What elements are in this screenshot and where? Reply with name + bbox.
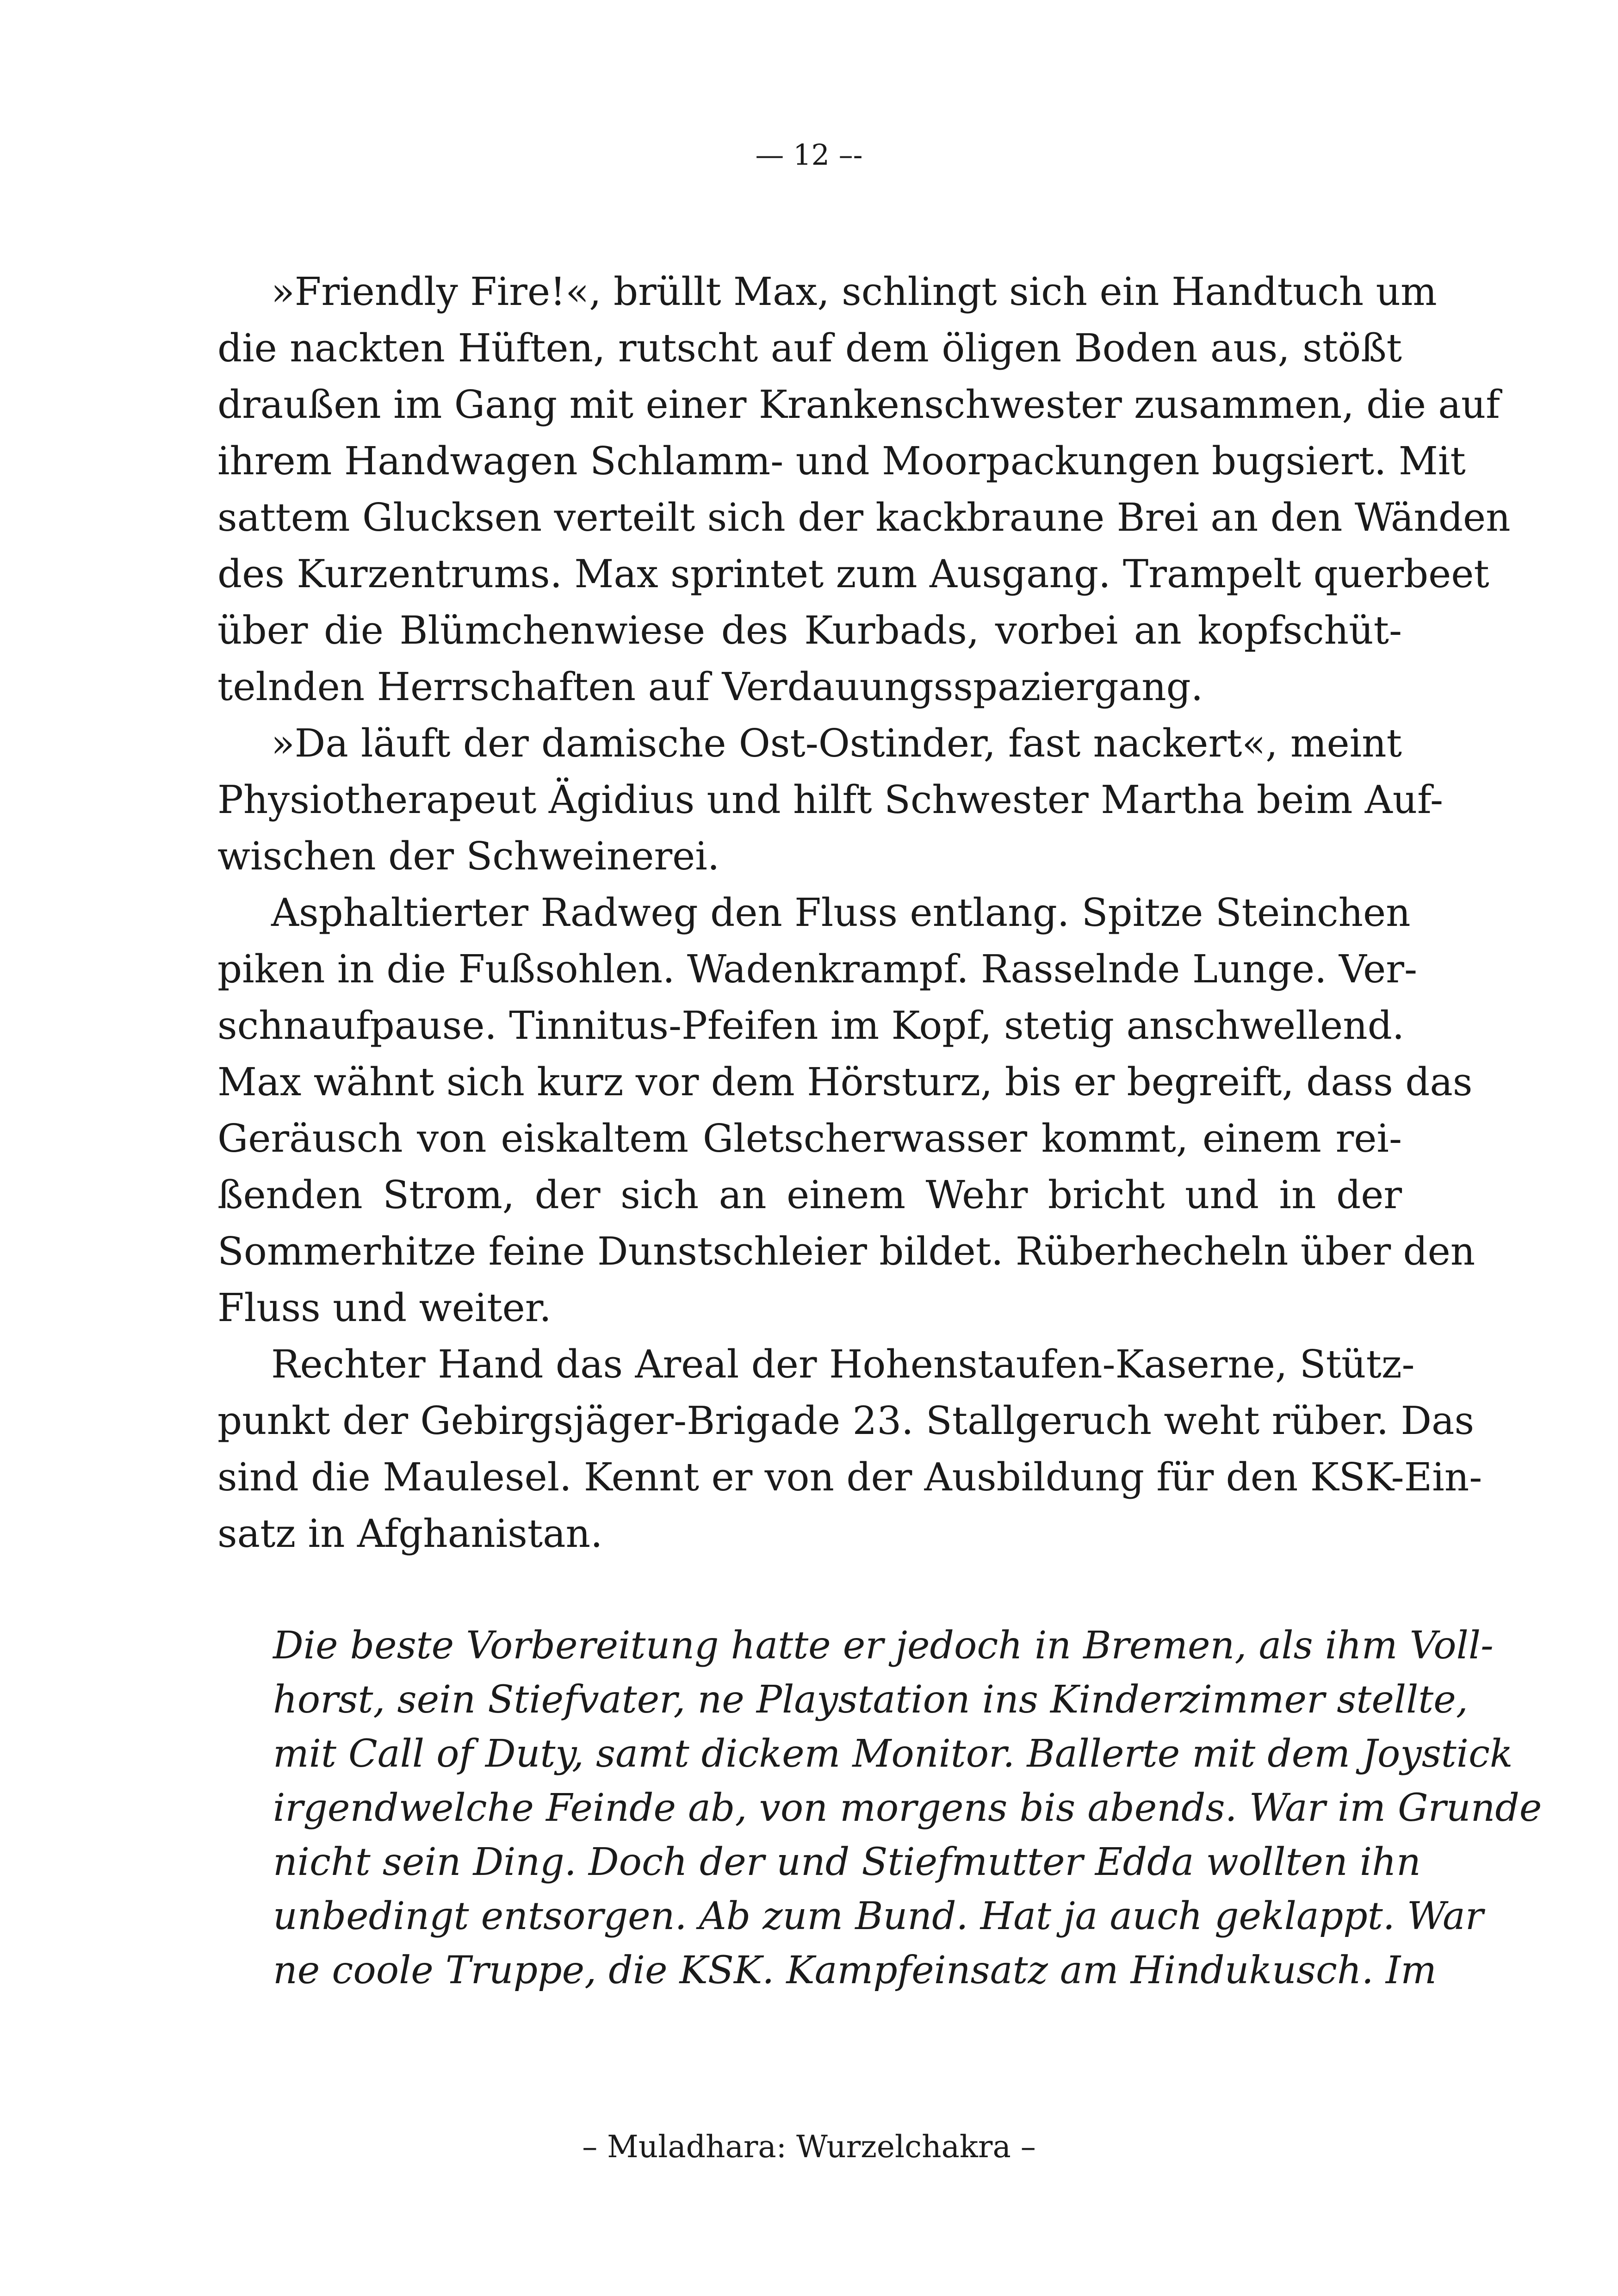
text-line: Fluss und weiter. xyxy=(217,1285,552,1330)
text-line: schnaufpause. Tinnitus-Pfeifen im Kopf, stetig anschwellend. xyxy=(217,1003,1405,1048)
paragraph xyxy=(217,1336,1482,1562)
text-line: Rechter Hand das Areal der Hohenstaufen-Kaserne, Stütz- xyxy=(271,1342,1415,1387)
quote-line: ne coole Truppe, die KSK. Kampfeinsatz am Hindukusch. Im xyxy=(273,1948,1437,1992)
italic-flashback-block xyxy=(273,1619,1542,1998)
text-line: draußen im Gang mit einer Krankenschwester zusammen, die auf xyxy=(217,382,1500,427)
text-line: Max wähnt sich kurz vor dem Hörsturz, bis er begreift, dass das xyxy=(217,1060,1473,1105)
body-text xyxy=(217,264,1511,1562)
text-line: satz in Afghanistan. xyxy=(217,1511,603,1556)
quote-line: horst, sein Stiefvater, ne Playstation ins Kinderzimmer stellte, xyxy=(273,1678,1468,1722)
text-line: die nackten Hüften, rutscht auf dem öligen Boden aus, stößt xyxy=(217,326,1402,371)
text-line: telnden Herrschaften auf Verdauungsspaziergang. xyxy=(217,664,1203,709)
text-line: des Kurzentrums. Max sprintet zum Ausgang. Trampelt querbeet xyxy=(217,552,1489,596)
text-line: Asphaltierter Radweg den Fluss entlang. Spitze Steinchen xyxy=(271,890,1411,935)
paragraph xyxy=(217,264,1511,715)
quote-line: Die beste Vorbereitung hatte er jedoch in Bremen, als ihm Voll- xyxy=(273,1624,1494,1668)
text-line: über die Blümchenwiese des Kurbads, vorbei an kopfschüt- xyxy=(217,608,1402,653)
paragraph xyxy=(217,885,1475,1336)
quote-line: irgendwelche Feinde ab, von morgens bis abends. War im Grunde xyxy=(273,1786,1542,1830)
text-line: piken in die Fußsohlen. Wadenkrampf. Rasselnde Lunge. Ver- xyxy=(217,947,1418,992)
text-line: Sommerhitze feine Dunstschleier bildet. Rüberhecheln über den xyxy=(217,1229,1475,1274)
running-footer: – Muladhara: Wurzelchakra – xyxy=(582,2129,1036,2165)
paragraph xyxy=(217,715,1443,885)
text-line: wischen der Schweinerei. xyxy=(217,834,720,879)
text-line: ßenden Strom, der sich an einem Wehr bricht und in der xyxy=(217,1173,1402,1217)
text-line: Geräusch von eiskaltem Gletscherwasser kommt, einem rei- xyxy=(217,1116,1402,1161)
text-line: Physiotherapeut Ägidius und hilft Schwester Martha beim Auf- xyxy=(217,777,1443,822)
text-line: ihrem Handwagen Schlamm- und Moorpackungen bugsiert. Mit xyxy=(217,439,1466,484)
text-line: sattem Glucksen verteilt sich der kackbraune Brei an den Wänden xyxy=(217,495,1511,540)
text-line: »Da läuft der damische Ost-Ostinder, fast nackert«, meint xyxy=(271,721,1402,766)
quote-line: mit Call of Duty, samt dickem Monitor. Ballerte mit dem Joystick xyxy=(273,1732,1513,1776)
quote-line: unbedingt entsorgen. Ab zum Bund. Hat ja auch geklappt. War xyxy=(273,1894,1484,1938)
page-number: — 12 –- xyxy=(755,138,863,172)
text-line: punkt der Gebirgsjäger-Brigade 23. Stallgeruch weht rüber. Das xyxy=(217,1398,1475,1443)
text-line: »Friendly Fire!«, brüllt Max, schlingt sich ein Handtuch um xyxy=(271,269,1437,314)
text-line: sind die Maulesel. Kennt er von der Ausbildung für den KSK-Ein- xyxy=(217,1455,1482,1500)
quote-line: nicht sein Ding. Doch der und Stiefmutter Edda wollten ihn xyxy=(273,1840,1421,1884)
